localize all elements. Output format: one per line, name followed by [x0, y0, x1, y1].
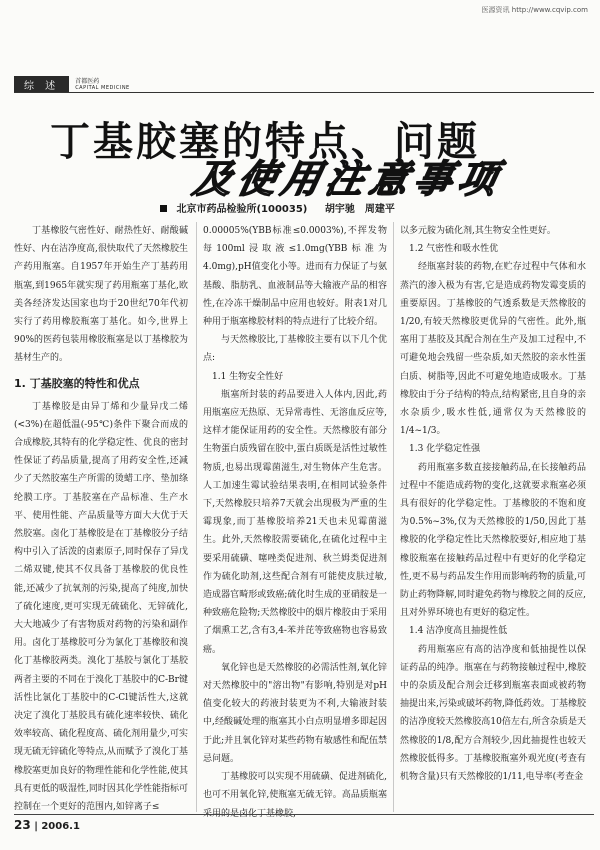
- paragraph: 以多元胺为硫化剂,其生物安全性更好。: [400, 226, 556, 236]
- column-1: [14, 222, 188, 812]
- footer: 23 | 2006.1: [14, 818, 80, 832]
- issue-date: 2006.1: [41, 821, 80, 832]
- journal-name-cn: 首都医药: [75, 77, 100, 85]
- subsection-heading: 1.4 洁净度高且抽提性低: [409, 626, 508, 637]
- paragraph: 丁基橡胶气密性好、耐热性好、耐酸碱性好、内在洁净度高,很快取代了天然橡胶生产药用瓶塞。自1957年开始生产丁基药用瓶塞,到1965年就实现了药用瓶塞丁基化,欧美各经济发达国家也均于20世纪70年代初实行了药用橡胶瓶塞丁基化。如今,世界上90%的医药包装用橡胶瓶塞是以丁基橡胶为基材生产的。: [14, 226, 188, 364]
- authors: 胡宇驰 周建平: [324, 204, 395, 215]
- article-subtitle: 及使用注意事项: [189, 157, 507, 201]
- paragraph: 0.00005%(YBB标准≤0.0003%),不挥发物每100ml浸取液≤1.0mg(YBB标准为4.0mg),pH值变化小等。进而有力保证了与氨基酸、脂肪乳、血液制品等大输液产品的相容性,在冷冻干燥制品中应用也较好。附表1对几种用于瓶塞橡胶材料的特点进行了比较介绍。: [203, 226, 387, 328]
- byline: [160, 200, 395, 215]
- section-heading: 1. 丁基胶塞的特性和优点: [14, 376, 140, 390]
- footer-rule: [14, 814, 594, 815]
- column-2: [203, 222, 387, 812]
- page-number: 23: [14, 818, 31, 832]
- subsection-heading: 1.3 化学稳定性强: [409, 444, 481, 455]
- column-divider: [196, 222, 197, 812]
- paragraph: 瓶塞所封装的药品要进入人体内,因此,药用瓶塞应无热原、无异常毒性、无溶血反应等,这样才能保证用药的安全性。天然橡胶有部分生物蛋白质残留在胶中,蛋白质既是活性过敏性物质,也易出现霉菌滋生,对生物体产生危害。人工加速生霉试验结果表明,在相同试验条件下,天然橡胶只培养7天就会出现极为严重的生霉现象,而丁基橡胶培养21天也未见霉菌滋生。此外,天然橡胶需要硫化,在硫化过程中主要采用硫磺、噻唑类促进剂、秋兰姆类促进剂作为硫化助剂,这些配合剂有可能使皮肤过敏,造成器官畸形或致癌;硫化时生成的亚硝胺是一种致癌危险物;天然橡胶中的烟片橡胶由于采用了烟熏工艺,含有3,4-苯并芘等致癌物也容易致癌。: [203, 389, 387, 655]
- paragraph: 丁基橡胶可以实现不用硫磺、促进剂硫化,也可不用氧化锌,使瓶塞无硫无锌。高品质瓶塞: [203, 772, 387, 801]
- header-rule: [14, 92, 594, 93]
- paragraph: 经瓶塞封装的药物,在贮存过程中气体和水蒸汽的渗入极为有害,它是造成药物发霉变质的重要原因。丁基橡胶的气透系数是天然橡胶的1/20,有较天然橡胶更优异的气密性。此外,瓶塞用丁基胶及其配合剂在生产及加工过程中,不可避免地会残留一些杂质,如天然胶的亲水性蛋白质、树脂等,因此不可避免地造成吸水。丁基橡胶由于分子结构的特点,结构紧密,且自身的亲水杂质少,吸水性低,通常仅为天然橡胶的1/4~1/3。: [400, 262, 586, 437]
- paragraph: 丁基橡胶是由异丁烯和少量异戊二烯(<3%)在超低温(-95℃)条件下聚合而成的合成橡胶,其特有的化学稳定性、优良的密封性保证了药品质量,提高了用药安全性,还减少了天然胶塞生产所需的烫蜡工序、垫加绦纶膜工序。丁基胶塞在产品标准、生产水平、使用性能、产品质量等方面大大优于天然胶塞。卤化丁基橡胶是在丁基橡胶分子结构中引入了活泼的卤素原子,同时保存了异戊二烯双键,使其不仅具备丁基橡胶的优良性能,还减少了抗氧剂的污染,提高了纯度,加快了硫化速度,更可实现无硫硫化、无锌硫化,大大地减少了有害物质对药物的污染和副作用。卤化丁基橡胶可分为氯化丁基橡胶和溴化丁基橡胶两类。溴化丁基胶与氯化丁基胶两者主要的不同在于溴化丁基胶中的C-Br键活性比氯化丁基胶中的C-Cl键活性大,这就决定了溴化丁基胶具有硫化速率较快、硫化效率较高、硫化程度高、硫化剂用量少,可实现无硫无锌硫化等特点,从而赋予了溴化丁基橡胶塞更加良好的物理性能和化学性能,使其具有更低的吸湿性,同时因其化学性能指标可控制在一个更好的范围内,如锌离子≤: [14, 401, 188, 813]
- column-3: [400, 222, 586, 812]
- section-label: 综 述: [14, 76, 69, 92]
- article-title: 丁基胶塞的特点、问题: [50, 118, 480, 165]
- paragraph: 氧化锌也是天然橡胶的必需活性剂,氧化锌对天然橡胶中的"溶出物"有影响,特别是对pH值变化较大的药液封装更为不利,大输液封装中,经酸碱处理的瓶塞其小白点明显增多即起因于此;并且氧化锌对某些药物有敏感性和配伍禁忌问题。: [203, 662, 387, 764]
- journal-name-en: CAPITAL MEDICINE: [75, 84, 130, 91]
- subsection-heading: 1.2 气密性和吸水性优: [409, 244, 499, 255]
- journal-name: [75, 78, 130, 91]
- column-divider: [393, 222, 394, 812]
- paragraph: 与天然橡胶比,丁基橡胶主要有以下几个优点:: [203, 335, 387, 364]
- site-url[interactable]: 医源资讯 http://www.cqvip.com: [481, 6, 588, 14]
- paragraph: 药用瓶塞多数直接接触药品,在长接触药品过程中不能造成药物的变化,这就要求瓶塞必须具有很好的化学稳定性。丁基橡胶的不饱和度为0.5%~3%,仅为天然橡胶的1/50,因此丁基橡胶的化学稳定性比天然橡胶要好,相应地丁基橡胶瓶塞在接触药品过程中有更好的化学稳定性,更不易与药品发生作用而影响药物的质量,可防止药物降解,同时避免药物与橡胶之间的反应,且对外界环境也有更好的稳定性。: [400, 462, 586, 619]
- affiliation: 北京市药品检验所(100035): [176, 204, 308, 215]
- section-tab: [14, 76, 130, 92]
- square-bullet-icon: [160, 205, 167, 212]
- paragraph: 药用瓶塞应有高的洁净度和低抽提性以保证药品的纯净。瓶塞在与药物接触过程中,橡胶中的杂质及配合剂会迁移到瓶塞表面或被药物抽提出来,污染或破坏药物,降低药效。丁基橡胶的洁净度较天然橡胶高10倍左右,所含杂质是天然橡胶的1/8,配方合剂较少,因此抽提性也较天然橡胶低得多。丁基橡胶瓶塞外观光度(考查有机物含量)只有天然橡胶的1/11,电导率(考查金: [400, 644, 586, 783]
- subsection-heading: 1.1 生物安全性好: [212, 371, 284, 382]
